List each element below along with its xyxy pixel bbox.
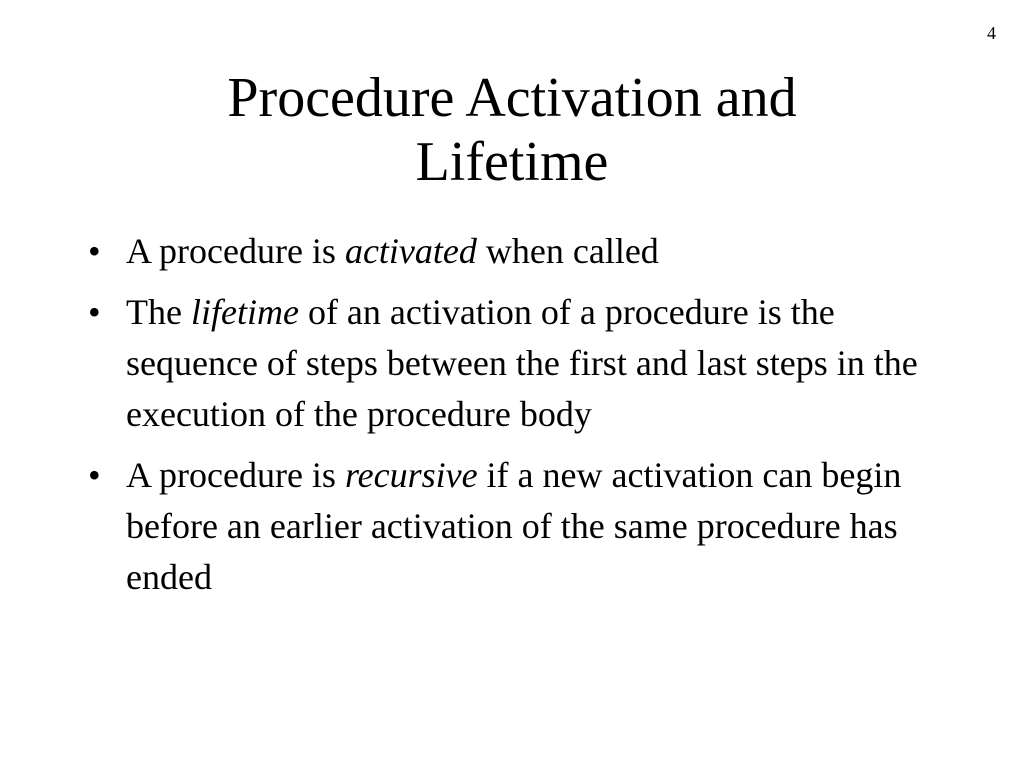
bullet-text-after: if a new activation can begin before an earlier activation of the same procedure has ended	[126, 455, 902, 597]
bullet-emphasis-term: lifetime	[190, 292, 299, 332]
bullet-text-before: A procedure is	[126, 231, 345, 271]
bullet-item-lifetime	[88, 287, 956, 440]
bullet-text-after: of an activation of a procedure is the sequence of steps between the first and last steps in the execution of the procedure body	[126, 292, 918, 434]
bullet-marker-icon: •	[88, 455, 101, 495]
slide-title-line-1: Procedure Activation and	[227, 67, 797, 129]
bullet-emphasis-term: activated	[344, 231, 477, 271]
bullet-item-activated	[88, 226, 956, 277]
bullet-text-before: A procedure is	[126, 455, 345, 495]
bullet-marker-icon: •	[88, 292, 101, 332]
slide-title	[0, 66, 1024, 194]
bullet-text-before: The	[126, 292, 191, 332]
bullet-item-recursive	[88, 450, 956, 603]
bullet-emphasis-term: recursive	[344, 455, 478, 495]
bullet-text-after: when called	[476, 231, 659, 271]
bullet-list	[88, 226, 956, 613]
slide-title-line-2: Lifetime	[415, 131, 609, 193]
bullet-marker-icon: •	[88, 231, 101, 271]
slide-number: 4	[987, 23, 996, 43]
